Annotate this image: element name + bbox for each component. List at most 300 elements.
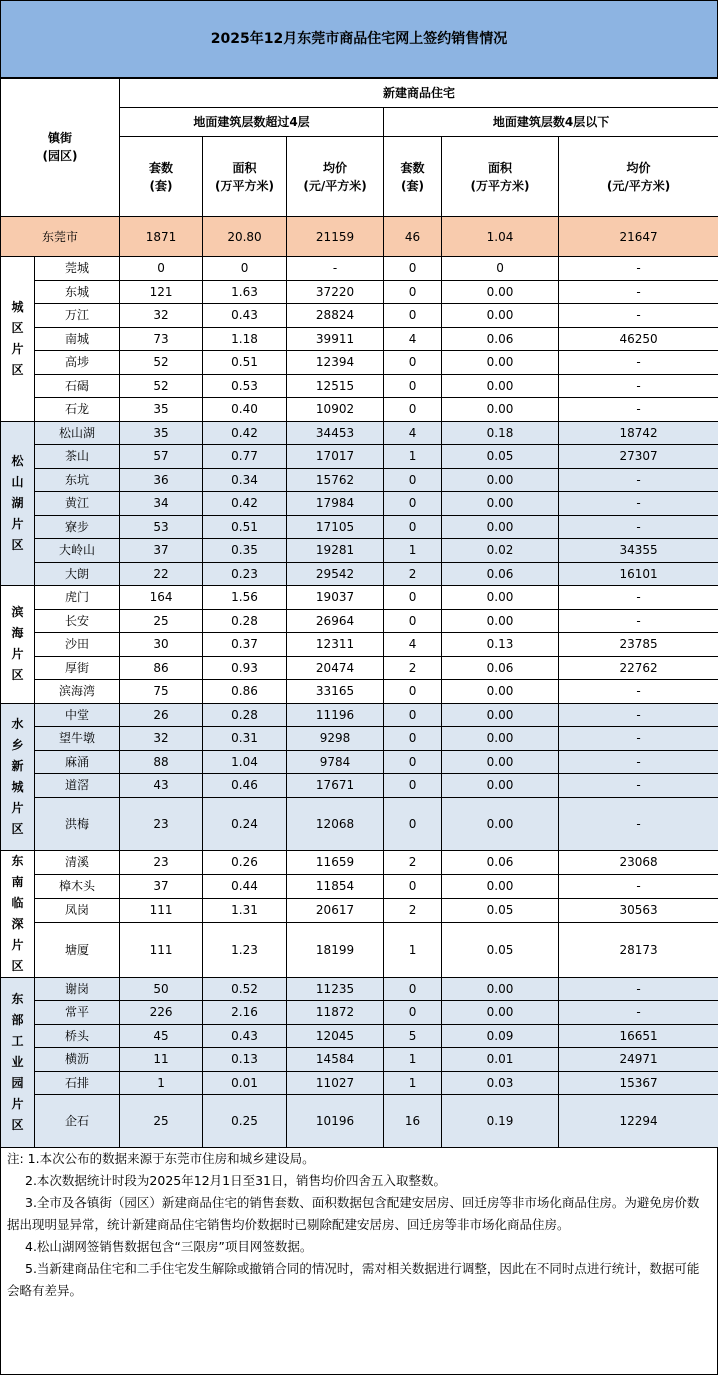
table-cell: 28173 [559,922,718,977]
table-row [1,445,718,469]
table-cell: 0 [384,703,442,727]
table-cell: 19037 [287,586,384,610]
table-cell: 10902 [287,398,384,422]
town-name: 中堂 [35,703,120,727]
table-row [1,304,718,328]
total-cell: 1.04 [442,217,559,257]
table-cell: - [559,374,718,398]
table-cell: 25 [120,1095,203,1148]
table-cell: 1 [120,1071,203,1095]
table-cell: 0.46 [203,774,287,798]
table-cell: 23 [120,850,203,874]
notes [0,1148,718,1375]
table-row [1,1048,718,1072]
header-area [1,78,120,217]
town-name: 莞城 [35,257,120,281]
table-cell: - [559,492,718,516]
table-cell: 30 [120,633,203,657]
table-cell: 0.00 [442,398,559,422]
town-name: 洪梅 [35,797,120,850]
table-cell: 1.23 [203,922,287,977]
table-row [1,562,718,586]
table-cell: 0.26 [203,850,287,874]
table-cell: 36 [120,468,203,492]
table-cell: 22 [120,562,203,586]
table-cell: 111 [120,898,203,922]
table-cell: 2.16 [203,1001,287,1025]
table-row [1,586,718,610]
header-price: 均价 (元/平方米) [559,137,718,217]
town-name: 大岭山 [35,539,120,563]
table-cell: 27307 [559,445,718,469]
table-cell: 0.01 [203,1071,287,1095]
table-cell: 0.06 [442,656,559,680]
table-cell: 0 [384,515,442,539]
table-cell: 57 [120,445,203,469]
table-row [1,774,718,798]
table-row [1,874,718,898]
table-cell: 0 [384,750,442,774]
table-cell: 0.40 [203,398,287,422]
header-units: 套数 (套) [120,137,203,217]
town-name: 石碣 [35,374,120,398]
table-row [1,609,718,633]
table-cell: - [559,468,718,492]
town-name: 沙田 [35,633,120,657]
table-cell: - [559,797,718,850]
table-cell: 0.42 [203,492,287,516]
table-cell: - [559,750,718,774]
table-cell: 1.31 [203,898,287,922]
table-cell: 1.04 [203,750,287,774]
table-cell: - [559,680,718,704]
table-cell: 0.28 [203,609,287,633]
town-name: 企石 [35,1095,120,1148]
total-name: 东莞市 [1,217,120,257]
table-cell: 0.31 [203,727,287,751]
table-cell: 11872 [287,1001,384,1025]
table-cell: 4 [384,327,442,351]
table-cell: 4 [384,633,442,657]
note-line: 3.全市及各镇街（园区）新建商品住宅的销售套数、面积数据包含配建安居房、回迁房等非市场化商品住房。为避免房价数据出现明显异常，统计新建商品住宅销售均价数据时已剔除配建安居房、回迁房等非市场化商品住房。 [7,1195,700,1232]
table-cell: 2 [384,656,442,680]
header-low-rise: 地面建筑层数4层以下 [384,108,718,137]
table-cell: - [559,280,718,304]
table-cell: 18742 [559,421,718,445]
district-label [1,850,35,977]
header-price: 均价 (元/平方米) [287,137,384,217]
table-cell: 0 [384,797,442,850]
table-cell: 15367 [559,1071,718,1095]
note-line: 2.本次数据统计时段为2025年12月1日至31日，销售均价四舍五入取整数。 [25,1173,447,1188]
total-cell: 1871 [120,217,203,257]
table-cell: - [559,727,718,751]
table-cell: 15762 [287,468,384,492]
table-cell: - [559,874,718,898]
table-cell: 0.93 [203,656,287,680]
table-cell: 0.06 [442,850,559,874]
table-cell: 0.00 [442,874,559,898]
table-cell: 1 [384,1048,442,1072]
table-cell: 1.56 [203,586,287,610]
table-cell: 1 [384,1071,442,1095]
district-label [1,586,35,704]
table-cell: 20474 [287,656,384,680]
town-name: 石龙 [35,398,120,422]
table-cell: 34453 [287,421,384,445]
table-cell: 17984 [287,492,384,516]
table-row [1,1071,718,1095]
table-cell: 37 [120,539,203,563]
table-cell: 0.00 [442,977,559,1001]
table-cell: 0.19 [442,1095,559,1148]
table-cell: 0 [384,1001,442,1025]
table-cell: 0.00 [442,468,559,492]
table-cell: 0.05 [442,445,559,469]
town-name: 虎门 [35,586,120,610]
table-cell: 86 [120,656,203,680]
header-high-rise: 地面建筑层数超过4层 [120,108,384,137]
table-cell: 32 [120,304,203,328]
table-cell: 52 [120,351,203,375]
table-cell: 11196 [287,703,384,727]
table-cell: 0.00 [442,374,559,398]
table-row [1,515,718,539]
note-line: 注: 1.本次公布的数据来源于东莞市住房和城乡建设局。 [7,1151,315,1166]
total-row [1,217,718,257]
table-cell: 29542 [287,562,384,586]
table-cell: 2 [384,850,442,874]
table-cell: 0 [384,468,442,492]
table-cell: 11027 [287,1071,384,1095]
district-label [1,257,35,422]
table-cell: 0 [384,304,442,328]
table-cell: - [559,398,718,422]
table-row [1,1001,718,1025]
table-cell: 0 [384,774,442,798]
table-cell: 35 [120,398,203,422]
table-row [1,922,718,977]
table-cell: 0.34 [203,468,287,492]
town-name: 万江 [35,304,120,328]
district-label [1,977,35,1148]
table-cell: 12311 [287,633,384,657]
header-units: 套数 (套) [384,137,442,217]
town-name: 厚街 [35,656,120,680]
table-cell: 19281 [287,539,384,563]
total-cell: 46 [384,217,442,257]
table-cell: - [559,586,718,610]
table-cell: 0.52 [203,977,287,1001]
table-cell: 111 [120,922,203,977]
town-name: 石排 [35,1071,120,1095]
table-cell: 0.00 [442,680,559,704]
table-cell: 53 [120,515,203,539]
table-cell: 11 [120,1048,203,1072]
table-cell: 0.05 [442,898,559,922]
header-area-unit: 面积 (万平方米) [442,137,559,217]
district-label [1,421,35,586]
town-name: 茶山 [35,445,120,469]
town-name: 东坑 [35,468,120,492]
table-cell: 0.25 [203,1095,287,1148]
table-cell: 37220 [287,280,384,304]
sales-table [0,77,718,1148]
town-name: 凤岗 [35,898,120,922]
town-name: 樟木头 [35,874,120,898]
total-cell: 21647 [559,217,718,257]
table-cell: 0.24 [203,797,287,850]
table-cell: 16 [384,1095,442,1148]
table-cell: 0.43 [203,1024,287,1048]
table-row [1,1095,718,1148]
table-cell: 2 [384,562,442,586]
table-cell: 0.06 [442,327,559,351]
table-cell: 34355 [559,539,718,563]
table-cell: 30563 [559,898,718,922]
table-cell: 22762 [559,656,718,680]
table-cell: - [559,609,718,633]
table-cell: 0 [384,727,442,751]
table-cell: 0.44 [203,874,287,898]
note-line: 4.松山湖网签销售数据包含“三限房”项目网签数据。 [25,1239,313,1254]
town-name: 松山湖 [35,421,120,445]
table-cell: - [287,257,384,281]
table-cell: 0.00 [442,351,559,375]
table-cell: 0 [384,398,442,422]
table-cell: 16651 [559,1024,718,1048]
table-cell: 0.18 [442,421,559,445]
table-cell: 0.00 [442,703,559,727]
table-row [1,977,718,1001]
table-cell: 0.42 [203,421,287,445]
table-cell: 75 [120,680,203,704]
district-name: 东南临深片区 [11,853,24,973]
table-cell: 12068 [287,797,384,850]
table-cell: 0.03 [442,1071,559,1095]
table-cell: 0.00 [442,492,559,516]
table-cell: - [559,774,718,798]
table-cell: 0.00 [442,304,559,328]
table-cell: 0.51 [203,351,287,375]
table-cell: 0.00 [442,515,559,539]
table-cell: 39911 [287,327,384,351]
table-cell: 0 [384,492,442,516]
table-cell: 0.06 [442,562,559,586]
table-cell: 0 [384,374,442,398]
table-cell: 46250 [559,327,718,351]
table-cell: 11659 [287,850,384,874]
table-cell: 0 [384,586,442,610]
district-name: 东部工业园片区 [11,991,24,1132]
table-row [1,257,718,281]
table-cell: 23068 [559,850,718,874]
table-cell: 0.00 [442,774,559,798]
table-cell: - [559,703,718,727]
town-name: 塘厦 [35,922,120,977]
town-name: 桥头 [35,1024,120,1048]
table-cell: 1.18 [203,327,287,351]
town-name: 寮步 [35,515,120,539]
table-cell: 1 [384,922,442,977]
town-name: 谢岗 [35,977,120,1001]
table-row [1,539,718,563]
table-cell: 33165 [287,680,384,704]
table-cell: 0.09 [442,1024,559,1048]
note-line: 5.当新建商品住宅和二手住宅发生解除或撤销合同的情况时，需对相关数据进行调整，因此在不同时点进行统计，数据可能会略有差异。 [7,1261,700,1298]
table-cell: 0.77 [203,445,287,469]
town-name: 常平 [35,1001,120,1025]
table-cell: 26964 [287,609,384,633]
town-name: 高埗 [35,351,120,375]
table-row [1,703,718,727]
table-cell: 0.13 [203,1048,287,1072]
table-cell: 11854 [287,874,384,898]
table-cell: 0.43 [203,304,287,328]
header-area-unit: 面积 (万平方米) [203,137,287,217]
table-cell: 0.35 [203,539,287,563]
table-row [1,351,718,375]
table-cell: 0 [203,257,287,281]
table-cell: - [559,304,718,328]
town-name: 横沥 [35,1048,120,1072]
table-cell: 0.00 [442,586,559,610]
table-cell: 26 [120,703,203,727]
table-cell: - [559,1001,718,1025]
table-cell: 0 [384,977,442,1001]
table-row [1,492,718,516]
table-cell: 0.02 [442,539,559,563]
table-row [1,327,718,351]
table-row [1,680,718,704]
table-cell: 35 [120,421,203,445]
table-cell: 121 [120,280,203,304]
table-row [1,468,718,492]
town-name: 望牛墩 [35,727,120,751]
table-cell: 52 [120,374,203,398]
district-name: 松山湖片区 [11,453,24,552]
table-cell: 1.63 [203,280,287,304]
table-cell: 0 [384,351,442,375]
table-cell: 0.51 [203,515,287,539]
table-cell: 25 [120,609,203,633]
table-cell: 0 [442,257,559,281]
table-cell: 37 [120,874,203,898]
table-cell: 0.86 [203,680,287,704]
table-cell: 0.13 [442,633,559,657]
table-cell: 11235 [287,977,384,1001]
total-cell: 20.80 [203,217,287,257]
table-cell: 0.00 [442,609,559,633]
table-cell: 0.00 [442,280,559,304]
table-cell: 4 [384,421,442,445]
table-cell: 0 [384,680,442,704]
town-name: 道滘 [35,774,120,798]
table-cell: 17017 [287,445,384,469]
table-row [1,421,718,445]
district-label [1,703,35,850]
table-row [1,797,718,850]
table-cell: 9784 [287,750,384,774]
table-cell: 0 [120,257,203,281]
table-cell: 226 [120,1001,203,1025]
table-row [1,727,718,751]
table-row [1,656,718,680]
table-row [1,398,718,422]
table-cell: 0.28 [203,703,287,727]
table-cell: - [559,257,718,281]
town-name: 长安 [35,609,120,633]
table-cell: 88 [120,750,203,774]
table-cell: 12045 [287,1024,384,1048]
table-cell: - [559,515,718,539]
table-cell: 17671 [287,774,384,798]
table-cell: 0.05 [442,922,559,977]
total-cell: 21159 [287,217,384,257]
table-cell: 0.00 [442,727,559,751]
town-name: 大朗 [35,562,120,586]
table-row [1,850,718,874]
table-row [1,1024,718,1048]
district-name: 水乡新城片区 [11,716,24,836]
table-cell: 28824 [287,304,384,328]
table-cell: 0.01 [442,1048,559,1072]
table-cell: 43 [120,774,203,798]
table-cell: 10196 [287,1095,384,1148]
table-row [1,280,718,304]
town-name: 南城 [35,327,120,351]
table-cell: 9298 [287,727,384,751]
table-cell: 164 [120,586,203,610]
header-area-label: 镇街 (园区) [42,131,78,163]
table-cell: 12394 [287,351,384,375]
table-cell: 34 [120,492,203,516]
table-cell: 0.00 [442,1001,559,1025]
table-cell: 0.53 [203,374,287,398]
table-cell: 24971 [559,1048,718,1072]
table-cell: 0.37 [203,633,287,657]
table-cell: 32 [120,727,203,751]
table-cell: 0 [384,280,442,304]
town-name: 东城 [35,280,120,304]
town-name: 滨海湾 [35,680,120,704]
table-cell: - [559,977,718,1001]
table-cell: 0.23 [203,562,287,586]
table-cell: 23 [120,797,203,850]
table-cell: 1 [384,539,442,563]
table-cell: 12294 [559,1095,718,1148]
table-cell: 2 [384,898,442,922]
table-cell: 0 [384,874,442,898]
town-name: 清溪 [35,850,120,874]
table-cell: 0.00 [442,797,559,850]
table-cell: - [559,351,718,375]
header-row-1 [1,78,718,108]
table-row [1,633,718,657]
table-cell: 0 [384,257,442,281]
table-cell: 45 [120,1024,203,1048]
table-cell: 5 [384,1024,442,1048]
town-name: 麻涌 [35,750,120,774]
table-cell: 0.00 [442,750,559,774]
table-cell: 1 [384,445,442,469]
table-cell: 50 [120,977,203,1001]
table-cell: 17105 [287,515,384,539]
table-cell: 20617 [287,898,384,922]
table-cell: 14584 [287,1048,384,1072]
district-name: 滨海片区 [11,605,24,683]
table-body [1,78,718,1148]
